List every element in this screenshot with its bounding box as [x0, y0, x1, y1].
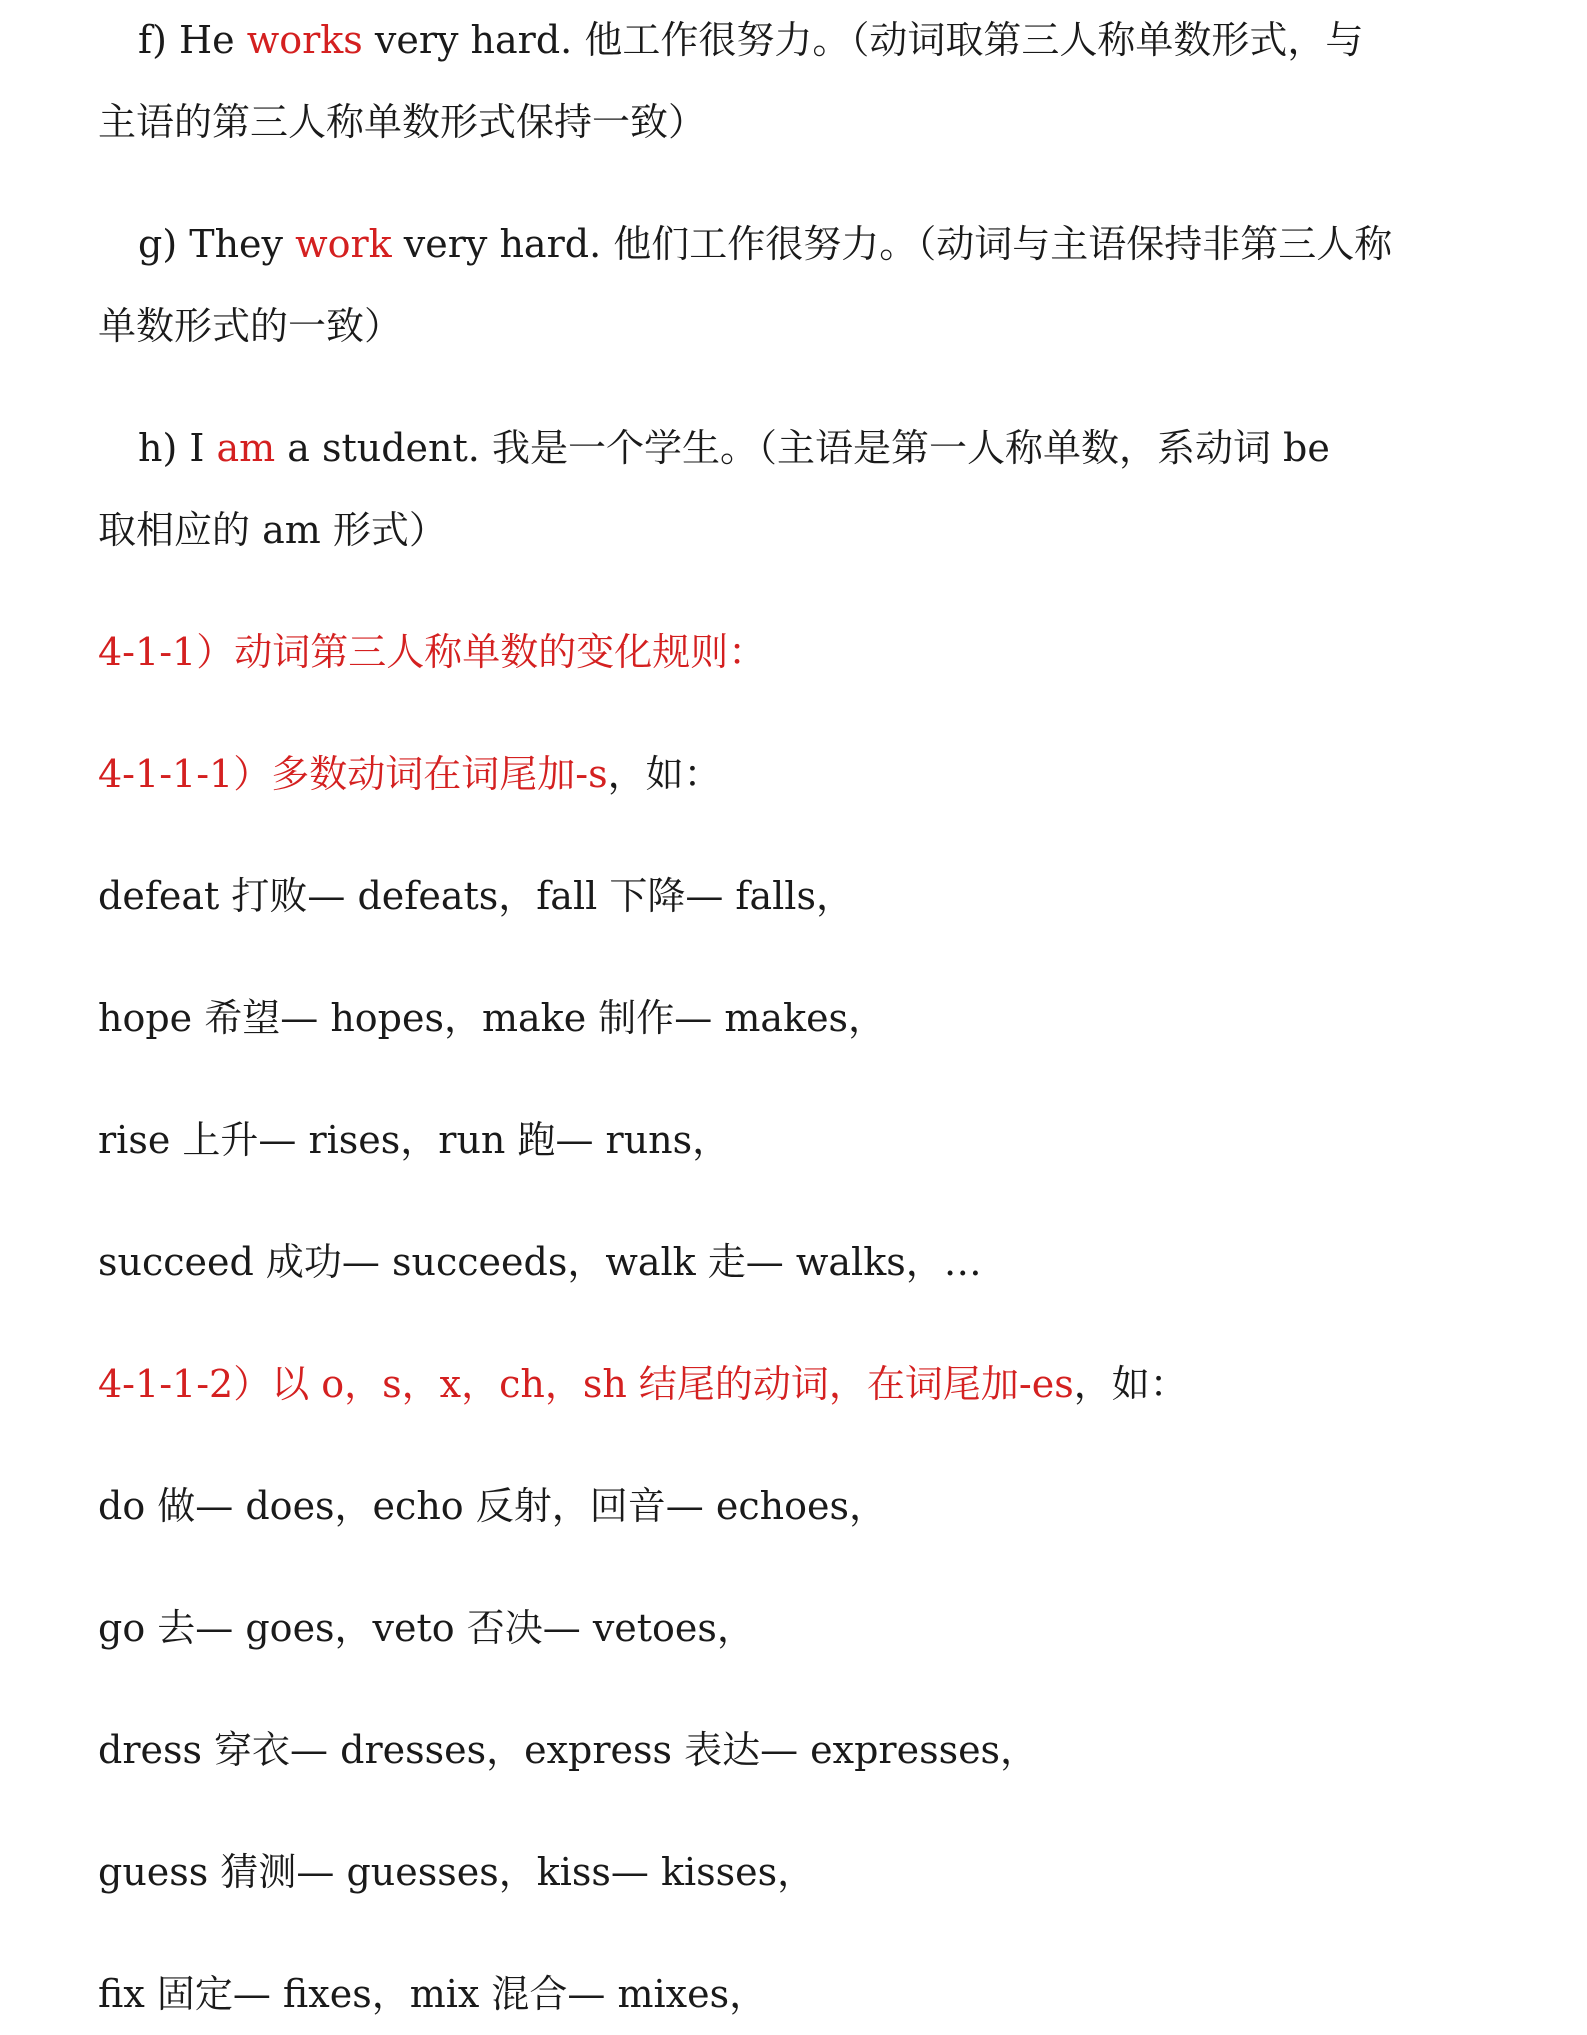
spacer	[98, 1181, 1518, 1221]
example-g-line2: 单数形式的一致）	[98, 304, 403, 348]
spacer	[98, 1791, 1518, 1831]
example-h-suffix: a student. 我是一个学生。（主语是第一人称单数，系动词 be	[275, 426, 1330, 470]
rule1-heading	[98, 733, 1518, 815]
example-g-verb: work	[295, 222, 392, 266]
rule1-heading-red: 4-1-1-1）多数动词在词尾加-s	[98, 752, 608, 796]
spacer	[98, 937, 1518, 977]
rule2-word-line: guess 猜测— guesses，kiss— kisses，	[98, 1850, 816, 1894]
rule2-heading	[98, 1343, 1518, 1425]
rule1-word-line: rise 上升— rises，run 跑— runs，	[98, 1118, 731, 1162]
spacer	[98, 163, 1518, 203]
rule2-heading-red: 4-1-1-2）以 o，s，x，ch，sh 结尾的动词，在词尾加-es	[98, 1362, 1074, 1406]
example-f-prefix: f) He	[138, 18, 247, 62]
example-g-suffix: very hard. 他们工作很努力。（动词与主语保持非第三人称	[391, 222, 1393, 266]
spacer	[98, 1425, 1518, 1465]
example-h-line2: 取相应的 am 形式）	[98, 508, 447, 552]
spacer	[98, 1059, 1518, 1099]
document-page	[98, 0, 1518, 2035]
spacer	[98, 815, 1518, 855]
example-f-suffix: very hard. 他工作很努力。（动词取第三人称单数形式，与	[362, 18, 1364, 62]
rule1-word-line: succeed 成功— succeeds，walk 走— walks，…	[98, 1240, 982, 1284]
example-g-line1	[98, 203, 1518, 285]
spacer	[98, 1913, 1518, 1953]
rule2-word-line: fix 固定— fixes，mix 混合— mixes，	[98, 1972, 768, 2016]
spacer	[98, 693, 1518, 733]
rule2-word-line: go 去— goes，veto 否决— vetoes，	[98, 1606, 755, 1650]
example-f-verb: works	[246, 18, 363, 62]
example-h-verb: am	[216, 426, 276, 470]
spacer	[98, 367, 1518, 407]
example-g-prefix: g) They	[138, 222, 296, 266]
section-heading: 4-1-1）动词第三人称单数的变化规则：	[98, 630, 767, 674]
spacer	[98, 1669, 1518, 1709]
example-f-line1	[98, 0, 1518, 81]
spacer	[98, 1303, 1518, 1343]
example-h-line1	[98, 407, 1518, 489]
example-h-prefix: h) I	[138, 426, 217, 470]
example-f-line2: 主语的第三人称单数形式保持一致）	[98, 100, 707, 144]
spacer	[98, 571, 1518, 611]
rule2-word-line: do 做— does，echo 反射，回音— echoes，	[98, 1484, 887, 1528]
rule2-word-line: dress 穿衣— dresses，express 表达— expresses，	[98, 1728, 1039, 1772]
spacer	[98, 1547, 1518, 1587]
rule1-heading-tail: ，如：	[607, 752, 722, 796]
rule2-heading-tail: ，如：	[1073, 1362, 1188, 1406]
rule1-word-line: hope 希望— hopes，make 制作— makes，	[98, 996, 887, 1040]
rule1-word-line: defeat 打败— defeats，fall 下降— falls，	[98, 874, 854, 918]
